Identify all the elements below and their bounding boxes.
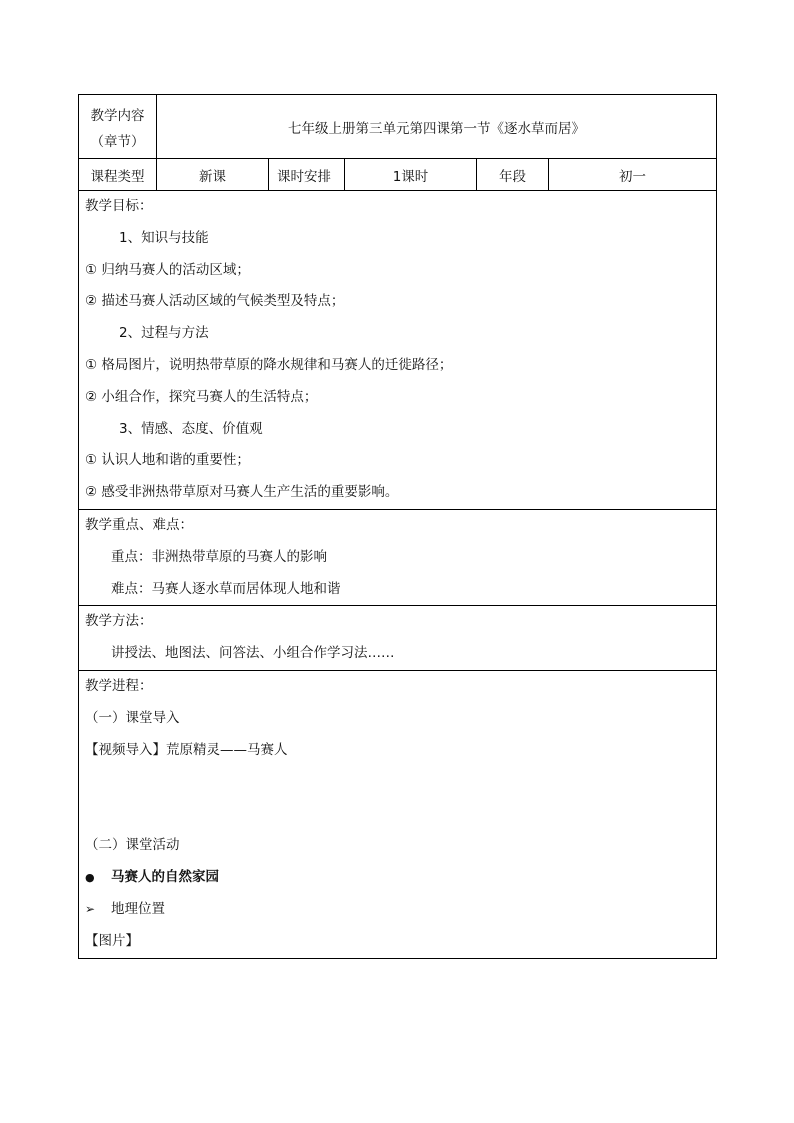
- methods-cell: [79, 606, 717, 671]
- intro-video: 【视频导入】荒原精灵——马赛人: [85, 741, 288, 758]
- content-label-line1: 教学内容: [90, 107, 145, 124]
- grade-value: 初一: [549, 159, 717, 191]
- objective-item: ① 归纳马赛人的活动区域；: [85, 261, 250, 278]
- methods-row: [79, 606, 717, 671]
- objective-item: ② 感受非洲热带草原对马赛人生产生活的重要影响。: [85, 484, 399, 501]
- content-value-cell: [157, 95, 717, 159]
- process-title: 教学进程：: [85, 677, 153, 694]
- objective-item: ① 格局图片，说明热带草原的降水规律和马赛人的迁徙路径；: [85, 356, 453, 373]
- info-row: [79, 159, 717, 191]
- objective-section-heading: 3、情感、态度、价值观: [119, 420, 263, 437]
- process-cell: [79, 670, 717, 958]
- arrow-text: 地理位置: [111, 900, 165, 917]
- schedule-label: 课时安排: [269, 159, 345, 191]
- content-value: 七年级上册第三单元第四课第一节《逐水草而居》: [288, 120, 586, 137]
- content-label-line2: （章节）: [90, 133, 145, 150]
- activity-heading: （二）课堂活动: [85, 837, 180, 854]
- schedule-value: 1课时: [345, 159, 477, 191]
- objective-item: ② 小组合作，探究马赛人的生活特点；: [85, 388, 318, 405]
- objectives-row: [79, 191, 717, 510]
- bullet-item: [79, 862, 716, 894]
- image-placeholder: 【图片】: [85, 932, 139, 949]
- objective-item: ① 认识人地和谐的重要性；: [85, 452, 250, 469]
- methods-text: 讲授法、地图法、问答法、小组合作学习法……: [111, 645, 395, 662]
- process-row: [79, 670, 717, 958]
- lesson-plan-table: [78, 94, 717, 959]
- objective-section-heading: 2、过程与方法: [119, 325, 209, 342]
- objectives-title: 教学目标：: [85, 198, 153, 214]
- key-focus: 重点：非洲热带草原的马赛人的影响: [111, 548, 327, 565]
- content-row: [79, 95, 717, 159]
- objective-section-heading: 1、知识与技能: [119, 229, 209, 246]
- objective-item: ② 描述马赛人活动区域的气候类型及特点；: [85, 293, 345, 310]
- key-points-row: [79, 509, 717, 605]
- grade-label: 年段: [477, 159, 549, 191]
- blank-space: [79, 766, 716, 830]
- content-label-cell: [79, 95, 157, 159]
- arrow-item: [79, 894, 716, 926]
- course-type-label: 课程类型: [79, 159, 157, 191]
- arrow-icon: ➢: [85, 901, 96, 916]
- key-difficulty: 难点：马赛人逐水草而居体现人地和谐: [111, 580, 341, 597]
- key-points-title: 教学重点、难点：: [85, 516, 193, 533]
- bullet-text: 马赛人的自然家园: [111, 869, 219, 886]
- methods-title: 教学方法：: [85, 613, 153, 630]
- key-points-cell: [79, 509, 717, 605]
- objectives-cell: [79, 191, 717, 510]
- bullet-icon: ●: [85, 871, 95, 885]
- intro-heading: （一）课堂导入: [85, 709, 180, 726]
- course-type-value: 新课: [157, 159, 269, 191]
